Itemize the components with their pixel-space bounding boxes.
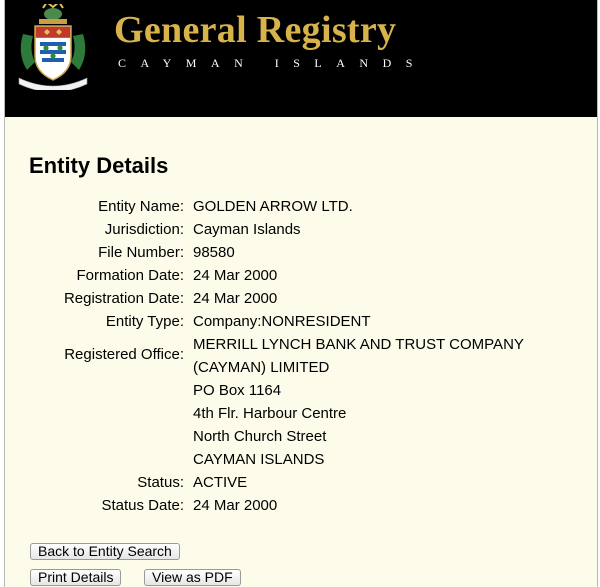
page-frame	[4, 0, 598, 587]
site-title: General Registry	[114, 9, 397, 51]
entity-name-value: GOLDEN ARROW LTD.	[193, 198, 353, 215]
entity-name-row	[5, 198, 597, 220]
status-date-label: Status Date:	[101, 497, 184, 514]
formation-date-row	[5, 267, 597, 289]
site-header	[5, 0, 597, 117]
address-line: (CAYMAN) LIMITED	[193, 359, 330, 376]
address-line: PO Box 1164	[193, 382, 282, 399]
jurisdiction-row	[5, 221, 597, 243]
status-label: Status:	[137, 474, 184, 491]
address-line: MERRILL LYNCH BANK AND TRUST COMPANY	[193, 336, 524, 353]
formation-date-label: Formation Date:	[76, 267, 184, 284]
status-date-value: 24 Mar 2000	[193, 497, 278, 514]
status-value: ACTIVE	[193, 474, 248, 491]
address-line: 4th Flr. Harbour Centre	[193, 405, 347, 422]
page-title: Entity Details	[29, 153, 169, 178]
back-to-entity-search-button[interactable]: Back to Entity Search	[30, 543, 180, 560]
registration-date-label: Registration Date:	[63, 290, 184, 307]
print-details-button[interactable]: Print Details	[30, 569, 121, 586]
site-subtitle: CAYMAN ISLANDS	[118, 56, 427, 70]
registered-office-label: Registered Office:	[64, 346, 184, 363]
entity-type-value: Company:NONRESIDENT	[193, 313, 371, 330]
jurisdiction-label: Jurisdiction:	[104, 221, 184, 238]
address-line: CAYMAN ISLANDS	[193, 451, 325, 468]
registered-office-address	[193, 336, 524, 474]
jurisdiction-value: Cayman Islands	[193, 221, 301, 238]
coat-of-arms-icon	[13, 4, 93, 90]
entity-type-row	[5, 313, 597, 335]
file-number-value: 98580	[193, 244, 235, 261]
file-number-row	[5, 244, 597, 266]
file-number-label: File Number:	[98, 244, 184, 261]
status-date-row	[5, 497, 597, 519]
address-line: North Church Street	[193, 428, 327, 445]
registration-date-value: 24 Mar 2000	[193, 290, 278, 307]
view-as-pdf-button[interactable]: View as PDF	[144, 569, 241, 586]
registration-date-row	[5, 290, 597, 312]
status-row	[5, 474, 597, 496]
entity-name-label: Entity Name:	[98, 198, 184, 215]
registered-office-row	[5, 336, 597, 474]
entity-type-label: Entity Type:	[105, 313, 184, 330]
formation-date-value: 24 Mar 2000	[193, 267, 278, 284]
